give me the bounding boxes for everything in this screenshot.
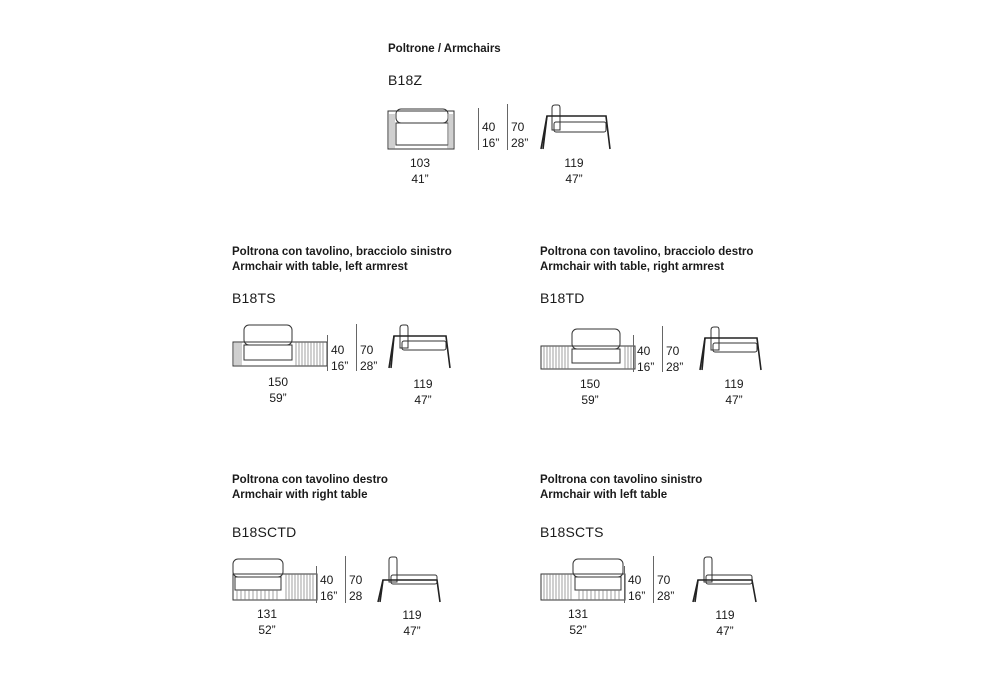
seat-in: 16” (331, 359, 349, 373)
depth-in: 47” (565, 172, 583, 186)
product-code-b18scts: B18SCTS (540, 524, 604, 540)
width-in: 41” (411, 172, 429, 186)
height-in: 28” (657, 589, 675, 603)
front-view-b18ts (232, 324, 328, 369)
product-code-b18td: B18TD (540, 290, 585, 306)
title-it-b18scts: Poltrona con tavolino sinistro (540, 474, 703, 486)
depth-in: 47” (716, 624, 734, 638)
side-view-b18scts (690, 556, 760, 604)
width-cm: 150 (267, 375, 289, 389)
product-code-b18sctd: B18SCTD (232, 524, 297, 540)
seat-in: 16” (637, 360, 655, 374)
product-code-b18z: B18Z (388, 72, 423, 88)
section-title-armchairs: Poltrone / Armchairs (388, 43, 501, 55)
width-cm: 131 (256, 607, 278, 621)
seat-in: 16” (482, 136, 500, 150)
title-en-b18scts: Armchair with left table (540, 489, 668, 501)
title-en-b18sctd: Armchair with right table (232, 489, 368, 501)
front-view-b18z (387, 108, 457, 152)
width-cm: 150 (579, 377, 601, 391)
height-cm: 70 (511, 120, 525, 134)
title-en-b18td: Armchair with table, right armrest (540, 261, 725, 273)
front-view-b18sctd (232, 558, 318, 603)
width-in: 52” (569, 623, 587, 637)
width-in: 52” (258, 623, 276, 637)
height-in: 28 (349, 589, 363, 603)
seat-in: 16” (628, 589, 646, 603)
height-in: 28” (511, 136, 529, 150)
height-cm: 70 (666, 344, 680, 358)
width-cm: 103 (409, 156, 431, 170)
width-in: 59” (269, 391, 287, 405)
width-cm: 131 (567, 607, 589, 621)
title-en-b18ts: Armchair with table, left armrest (232, 261, 408, 273)
title-it-b18sctd: Poltrona con tavolino destro (232, 474, 388, 486)
side-view-b18td (697, 326, 765, 372)
side-view-b18sctd (375, 556, 443, 604)
seat-cm: 40 (482, 120, 496, 134)
depth-cm: 119 (413, 377, 433, 391)
depth-cm: 119 (564, 156, 584, 170)
side-view-b18z (538, 104, 614, 152)
depth-cm: 119 (724, 377, 744, 391)
height-cm: 70 (360, 343, 374, 357)
height-cm: 70 (349, 573, 363, 587)
front-view-b18scts (540, 558, 626, 603)
title-it-b18ts: Poltrona con tavolino, bracciolo sinistro (232, 246, 452, 258)
side-view-b18ts (386, 324, 454, 370)
title-it-b18td: Poltrona con tavolino, bracciolo destro (540, 246, 754, 258)
seat-cm: 40 (331, 343, 345, 357)
seat-in: 16” (320, 589, 338, 603)
depth-cm: 119 (402, 608, 422, 622)
product-code-b18ts: B18TS (232, 290, 276, 306)
seat-cm: 40 (320, 573, 334, 587)
depth-in: 47” (403, 624, 421, 638)
width-in: 59” (581, 393, 599, 407)
front-view-b18td (540, 326, 636, 371)
seat-cm: 40 (637, 344, 651, 358)
depth-in: 47” (414, 393, 432, 407)
height-cm: 70 (657, 573, 671, 587)
seat-cm: 40 (628, 573, 642, 587)
depth-in: 47” (725, 393, 743, 407)
height-in: 28” (360, 359, 378, 373)
height-in: 28” (666, 360, 684, 374)
depth-cm: 119 (715, 608, 735, 622)
